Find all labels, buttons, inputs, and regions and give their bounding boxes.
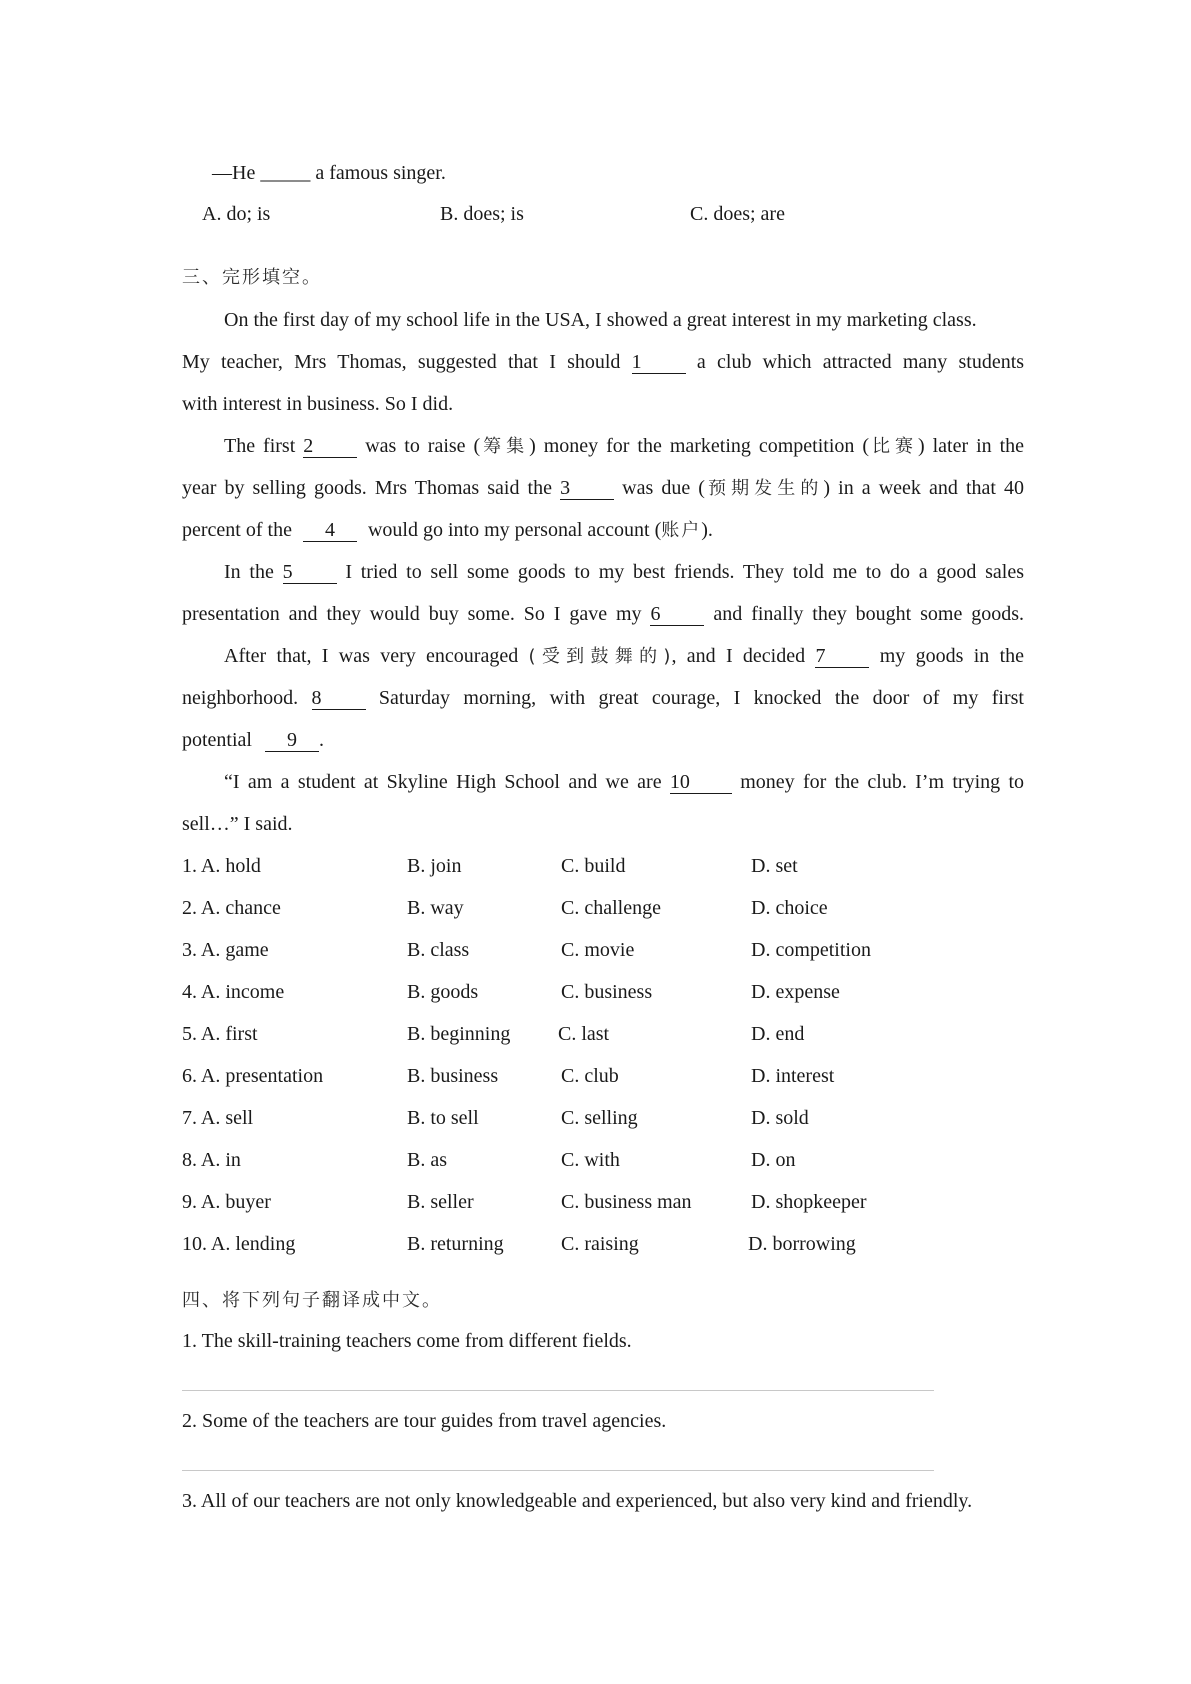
cloze-blank-9: 9	[265, 730, 319, 752]
section-3-title: 三、完形填空。	[182, 267, 322, 288]
stem-blank: _____	[260, 162, 311, 184]
cloze-blank-2: 2	[303, 436, 357, 458]
option-7d: D. sold	[751, 1107, 809, 1129]
option-7b: B. to sell	[407, 1107, 479, 1129]
cloze-p3-line1: In the 5 I tried to sell some goods to my best friends. They told me to do a good sales	[224, 561, 1025, 583]
cloze-p1-line1: On the first day of my school life in the USA, I showed a great interest in my marketing class.	[224, 309, 977, 331]
cloze-blank-7: 7	[815, 646, 869, 668]
cloze-blank-8: 8	[312, 688, 366, 710]
question-stem-tail	[212, 160, 1054, 186]
option-3c: C. movie	[561, 939, 635, 961]
cloze-p2-line1: The first 2 was to raise (筹集) money for the marketing competition (比赛) later in the	[224, 435, 1025, 457]
option-9d: D. shopkeeper	[751, 1191, 867, 1213]
answer-line-1	[182, 1390, 934, 1391]
cloze-p4-line3: potential 9 .	[182, 729, 324, 751]
cloze-p3-line2: presentation and they would buy some. So I gave my 6 and finally they bought some goods.	[182, 603, 1025, 625]
option-1b: B. join	[407, 855, 462, 877]
option-3a: 3. A. game	[182, 939, 269, 961]
option-10a: 10. A. lending	[182, 1233, 296, 1255]
option-9b: B. seller	[407, 1191, 474, 1213]
option-4c: C. business	[561, 981, 653, 1003]
section-4-title: 四、将下列句子翻译成中文。	[182, 1290, 442, 1311]
cloze-blank-4: 4	[303, 520, 357, 542]
translation-sentence-1: 1. The skill-training teachers come from different fields.	[182, 1330, 632, 1352]
option-3b: B. class	[407, 939, 470, 961]
cloze-p4-line2: neighborhood. 8 Saturday morning, with great courage, I knocked the door of my first	[182, 687, 1024, 709]
option-5b: B. beginning	[407, 1023, 511, 1045]
option-6a: 6. A. presentation	[182, 1065, 324, 1087]
option-3d: D. competition	[751, 939, 871, 961]
cloze-blank-6: 6	[650, 604, 704, 626]
option-9a: 9. A. buyer	[182, 1191, 271, 1213]
answer-line-2	[182, 1470, 934, 1471]
cloze-p2-line2: year by selling goods. Mrs Thomas said the 3 was due (预期发生的) in a week and that 40	[182, 477, 1025, 499]
option-1c: C. build	[561, 855, 626, 877]
cloze-p4-line1: After that, I was very encouraged (受到鼓舞的), and I decided 7 my goods in the	[224, 645, 1025, 667]
cloze-blank-5: 5	[283, 562, 337, 584]
option-6c: C. club	[561, 1065, 619, 1087]
cloze-p1-line2: My teacher, Mrs Thomas, suggested that I should 1 a club which attracted many students	[182, 351, 1025, 373]
option-8b: B. as	[407, 1149, 447, 1171]
option-4d: D. expense	[751, 981, 840, 1003]
option-7c: C. selling	[561, 1107, 638, 1129]
option-2c: C. challenge	[561, 897, 661, 919]
option-5c: C. last	[558, 1023, 610, 1045]
option-b: B. does; is	[440, 203, 524, 225]
cloze-blank-3: 3	[560, 478, 614, 500]
option-10c: C. raising	[561, 1233, 639, 1255]
option-2a: 2. A. chance	[182, 897, 281, 919]
option-c: C. does; are	[690, 203, 785, 225]
option-4a: 4. A. income	[182, 981, 285, 1003]
cloze-p2-line3: percent of the 4 would go into my personal account (账户).	[182, 519, 713, 541]
cloze-blank-1: 1	[632, 352, 686, 374]
translation-sentence-2: 2. Some of the teachers are tour guides from travel agencies.	[182, 1410, 667, 1432]
option-5a: 5. A. first	[182, 1023, 258, 1045]
translation-sentence-3: 3. All of our teachers are not only knowledgeable and experienced, but also very kind and friendly.	[182, 1490, 973, 1512]
cloze-blank-10: 10	[670, 772, 732, 794]
option-8a: 8. A. in	[182, 1149, 241, 1171]
option-6b: B. business	[407, 1065, 499, 1087]
option-4b: B. goods	[407, 981, 479, 1003]
option-2b: B. way	[407, 897, 464, 919]
stem-text: a famous singer.	[310, 162, 446, 184]
option-5d: D. end	[751, 1023, 805, 1045]
option-8d: D. on	[751, 1149, 796, 1171]
cloze-p5-line2: sell…” I said.	[182, 813, 293, 835]
option-1a: 1. A. hold	[182, 855, 261, 877]
stem-text: —He	[212, 162, 261, 184]
option-7a: 7. A. sell	[182, 1107, 254, 1129]
option-9c: C. business man	[561, 1191, 692, 1213]
option-10b: B. returning	[407, 1233, 504, 1255]
cloze-p1-line3: with interest in business. So I did.	[182, 393, 454, 415]
option-a: A. do; is	[202, 203, 271, 225]
cloze-p5-line1: “I am a student at Skyline High School and we are 10 money for the club. I’m trying to	[224, 771, 1025, 793]
option-8c: C. with	[561, 1149, 620, 1171]
option-6d: D. interest	[751, 1065, 835, 1087]
option-10d: D. borrowing	[748, 1233, 856, 1255]
option-2d: D. choice	[751, 897, 828, 919]
option-1d: D. set	[751, 855, 798, 877]
